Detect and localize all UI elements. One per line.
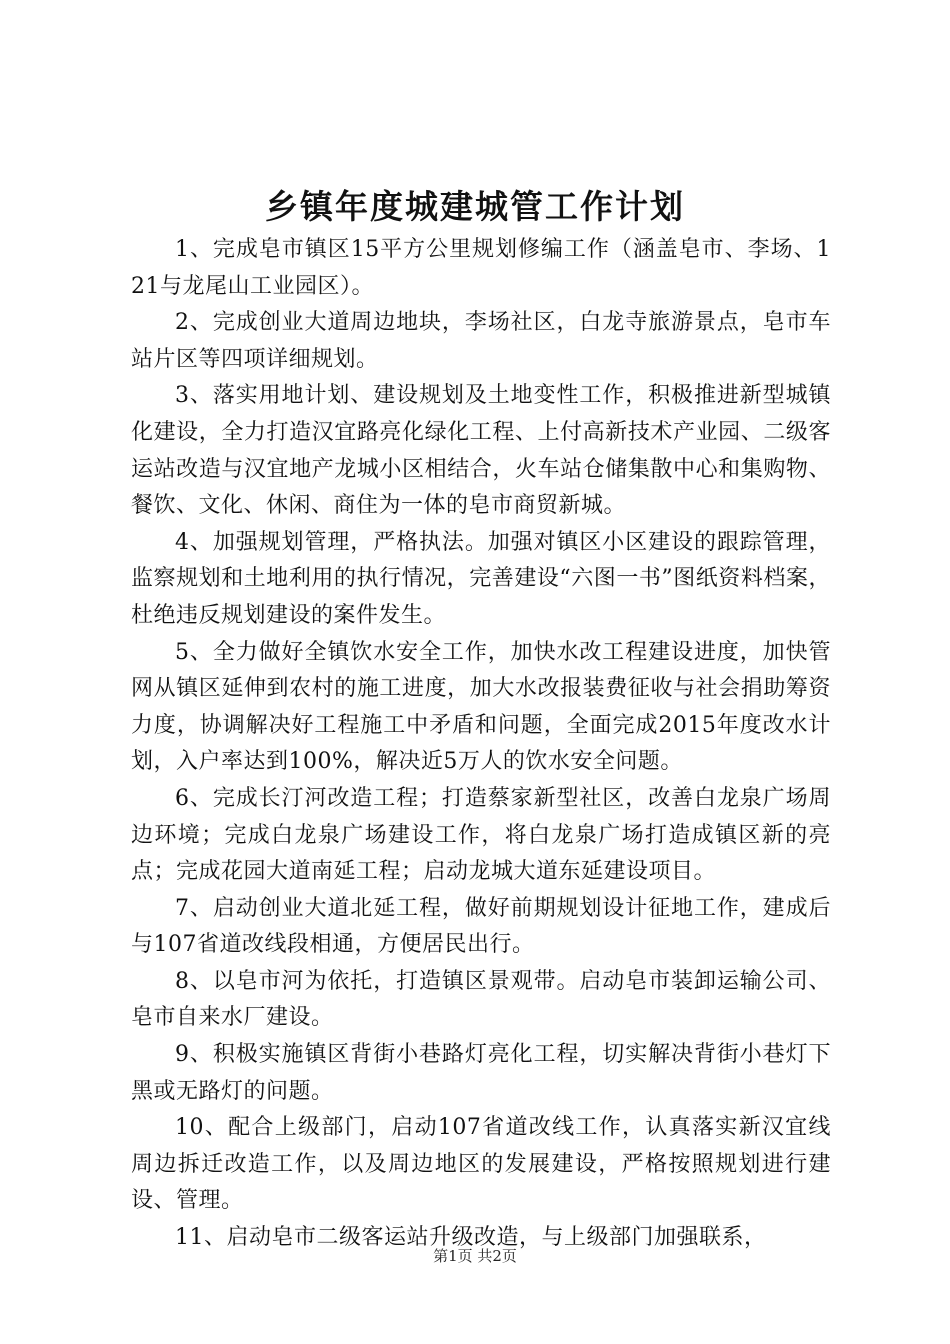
- paragraph-10: 10、配合上级部门，启动107省道改线工作，认真落实新汉宜线周边拆迁改造工作，以及周边地区的发展建设，严格按照规划进行建设、管理。: [131, 1115, 831, 1214]
- page-footer: 第1页 共2页: [433, 1247, 517, 1265]
- paragraph-7: 7、启动创业大道北延工程，做好前期规划设计征地工作，建成后与107省道改线段相通，方便居民出行。: [131, 895, 831, 958]
- paragraph-11: 11、启动皂市二级客运站升级改造，与上级部门加强联系，: [175, 1225, 767, 1251]
- paragraph-1: 1、完成皂市镇区15平方公里规划修编工作（涵盖皂市、李场、121与龙尾山工业园区）。: [131, 237, 831, 299]
- paragraph-2: 2、完成创业大道周边地块，李场社区，白龙寺旅游景点，皂市车站片区等四项详细规划。: [131, 310, 831, 372]
- document-title: 乡镇年度城建城管工作计划: [265, 187, 685, 226]
- paragraph-3: 3、落实用地计划、建设规划及土地变性工作，积极推进新型城镇化建设，全力打造汉宜路亮化绿化工程、上付高新技术产业园、二级客运站改造与汉宜地产龙城小区相结合，火车站仓储集散中心和集购物、餐饮、文化、休闲、商住为一体的皂市商贸新城。: [131, 383, 831, 519]
- paragraph-8: 8、以皂市河为依托，打造镇区景观带。启动皂市装卸运输公司、皂市自来水厂建设。: [131, 968, 831, 1031]
- document-body: [131, 232, 831, 1257]
- paragraph-4: 4、加强规划管理，严格执法。加强对镇区小区建设的跟踪管理，监察规划和土地利用的执行情况，完善建设“六图一书”图纸资料档案，杜绝违反规划建设的案件发生。: [131, 529, 831, 628]
- paragraph-9: 9、积极实施镇区背街小巷路灯亮化工程，切实解决背街小巷灯下黑或无路灯的问题。: [131, 1042, 831, 1104]
- paragraph-6: 6、完成长汀河改造工程；打造蔡家新型社区，改善白龙泉广场周边环境；完成白龙泉广场建设工作，将白龙泉广场打造成镇区新的亮点；完成花园大道南延工程；启动龙城大道东延建设项目。: [131, 785, 831, 885]
- paragraph-5: 5、全力做好全镇饮水安全工作，加快水改工程建设进度，加快管网从镇区延伸到农村的施工进度，加大水改报装费征收与社会捐助筹资力度，协调解决好工程施工中矛盾和问题，全面完成2015年度改水计划，入户率达到100%，解决近5万人的饮水安全问题。: [131, 639, 831, 775]
